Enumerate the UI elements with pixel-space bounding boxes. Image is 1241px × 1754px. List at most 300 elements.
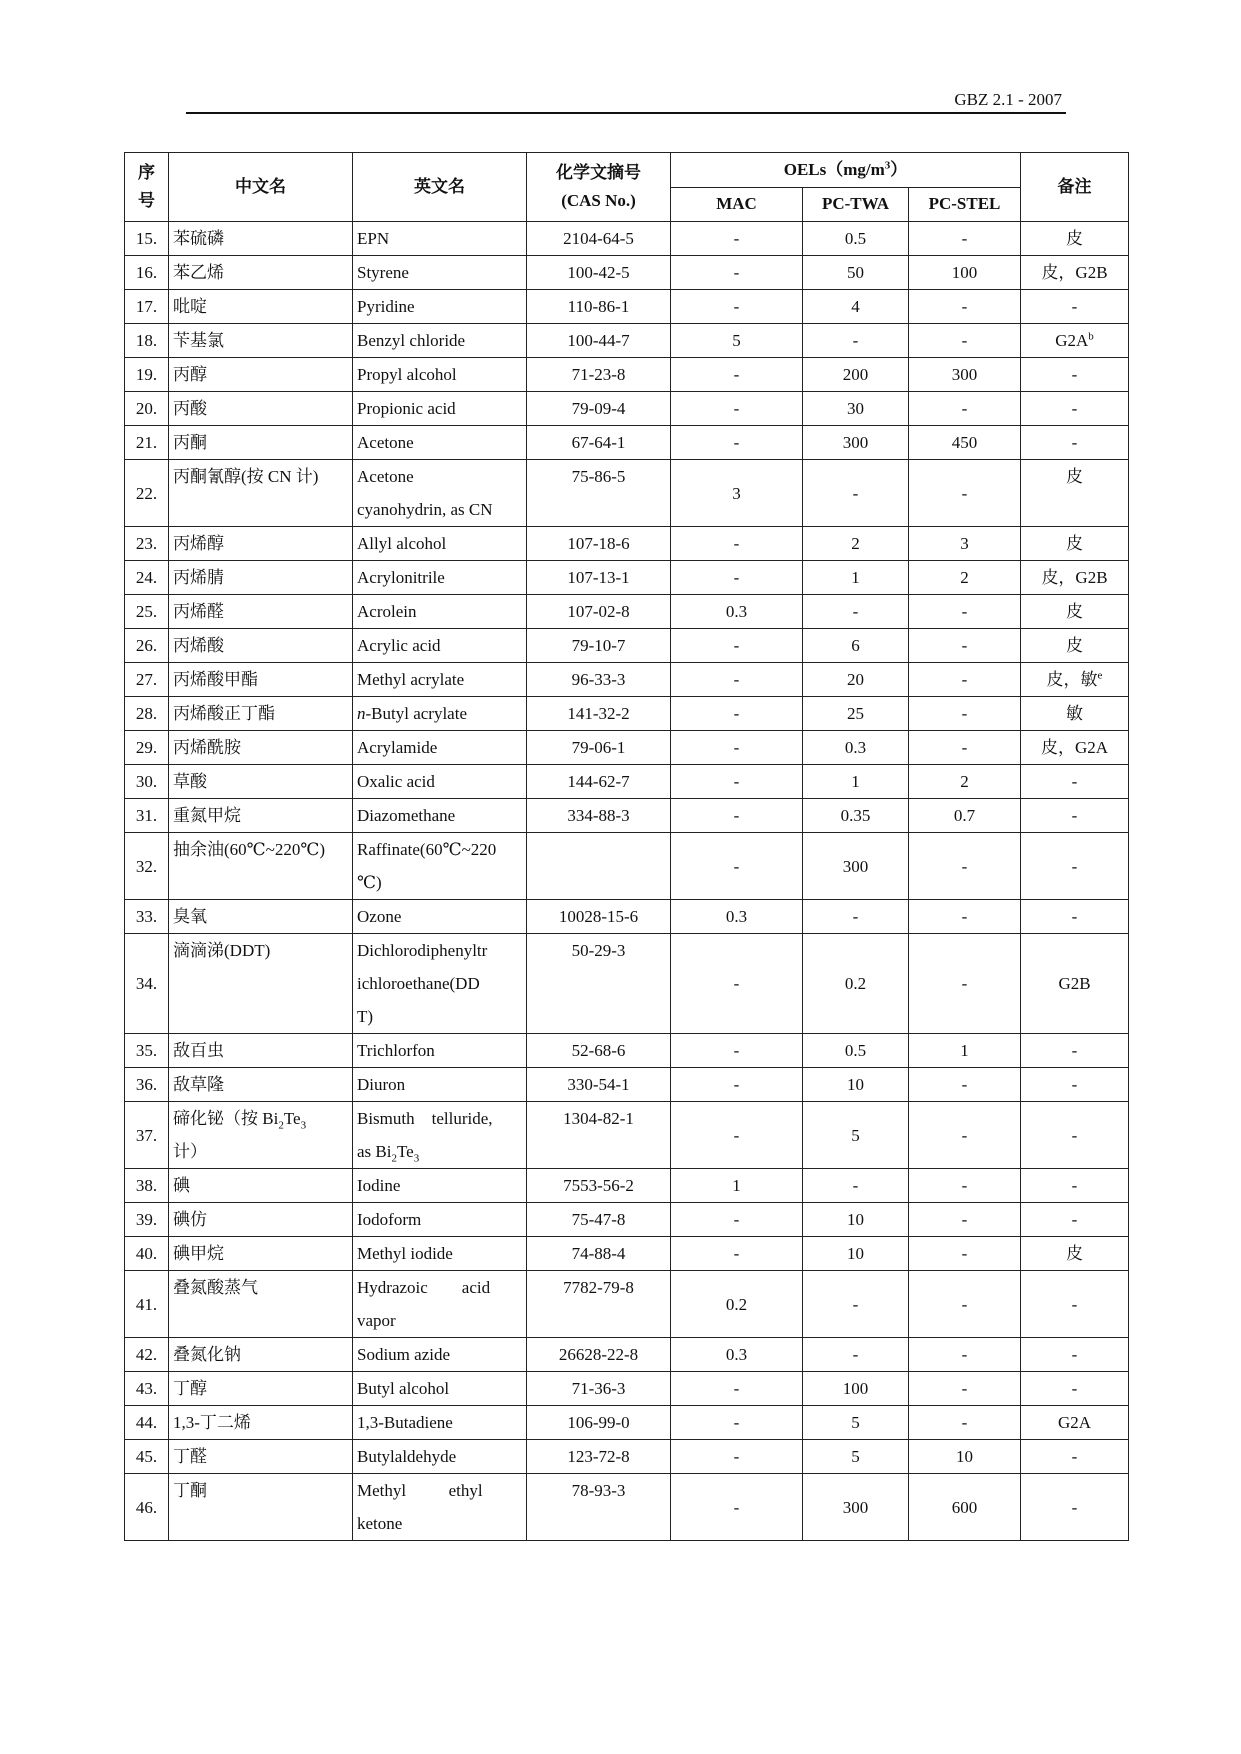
cell-pctwa: 0.2 (803, 934, 909, 1034)
cell-note: - (1021, 900, 1129, 934)
cell-note: 皮 (1021, 222, 1129, 256)
cell-pctwa: - (803, 460, 909, 527)
cell-pctwa: 25 (803, 697, 909, 731)
cell-cn-name: 丙烯醇 (169, 527, 353, 561)
document-header (186, 88, 1066, 114)
cell-pctwa: 10 (803, 1237, 909, 1271)
col-header-pcstel: PC-STEL (909, 187, 1021, 222)
cell-note: - (1021, 1338, 1129, 1372)
table-row (125, 460, 1129, 527)
cell-mac: 3 (671, 460, 803, 527)
cell-cas: 330-54-1 (527, 1068, 671, 1102)
cell-en-name: Acrylic acid (353, 629, 527, 663)
cell-pcstel: - (909, 663, 1021, 697)
table-row (125, 358, 1129, 392)
cell-note: 皮 (1021, 1237, 1129, 1271)
cell-mac: - (671, 1406, 803, 1440)
cell-mac: - (671, 934, 803, 1034)
cell-en-name: 1,3-Butadiene (353, 1406, 527, 1440)
cell-pctwa: 1 (803, 561, 909, 595)
cell-en-name: Benzyl chloride (353, 324, 527, 358)
cell-no: 41. (125, 1271, 169, 1338)
cell-en-name: Butylaldehyde (353, 1440, 527, 1474)
cell-note: - (1021, 1169, 1129, 1203)
cell-note: 皮，G2B (1021, 256, 1129, 290)
cell-pctwa: 0.5 (803, 222, 909, 256)
cell-cas: 106-99-0 (527, 1406, 671, 1440)
cell-mac: - (671, 833, 803, 900)
cell-pctwa: 0.5 (803, 1034, 909, 1068)
cell-no: 24. (125, 561, 169, 595)
cell-cn-name: 苯硫磷 (169, 222, 353, 256)
cell-cn-name: 吡啶 (169, 290, 353, 324)
table-row (125, 799, 1129, 833)
cell-pctwa: 5 (803, 1406, 909, 1440)
table-row (125, 256, 1129, 290)
oel-table (124, 152, 1129, 1541)
cell-pctwa: - (803, 595, 909, 629)
cell-pctwa: - (803, 900, 909, 934)
cell-mac: - (671, 1102, 803, 1169)
cell-en-name: Allyl alcohol (353, 527, 527, 561)
table-row (125, 663, 1129, 697)
cell-mac: - (671, 222, 803, 256)
cell-note: 皮 (1021, 629, 1129, 663)
table-row (125, 392, 1129, 426)
cell-pctwa: 10 (803, 1203, 909, 1237)
cell-no: 33. (125, 900, 169, 934)
cell-pctwa: 300 (803, 426, 909, 460)
cell-pcstel: - (909, 1203, 1021, 1237)
cell-pctwa: 2 (803, 527, 909, 561)
cell-mac: - (671, 1068, 803, 1102)
col-header-pctwa: PC-TWA (803, 187, 909, 222)
cell-pcstel: 100 (909, 256, 1021, 290)
table-row (125, 697, 1129, 731)
cell-pctwa: - (803, 1169, 909, 1203)
cell-mac: - (671, 1203, 803, 1237)
cell-note: - (1021, 1372, 1129, 1406)
cell-cn-name: 抽余油(60℃~220℃) (169, 833, 353, 900)
cell-no: 16. (125, 256, 169, 290)
table-row (125, 934, 1129, 1034)
cell-en-name: Acrylonitrile (353, 561, 527, 595)
cell-cn-name: 丙醇 (169, 358, 353, 392)
cell-pcstel: - (909, 324, 1021, 358)
cell-no: 42. (125, 1338, 169, 1372)
cell-pcstel: 1 (909, 1034, 1021, 1068)
cell-pctwa: 300 (803, 1474, 909, 1541)
cell-note: - (1021, 290, 1129, 324)
cell-no: 30. (125, 765, 169, 799)
table-row (125, 426, 1129, 460)
cell-cas: 141-32-2 (527, 697, 671, 731)
cell-pcstel: - (909, 900, 1021, 934)
cell-pcstel: - (909, 1237, 1021, 1271)
cell-cas: 100-44-7 (527, 324, 671, 358)
cell-note: 皮，G2A (1021, 731, 1129, 765)
table-row (125, 1034, 1129, 1068)
cell-note: - (1021, 358, 1129, 392)
cell-cas: 74-88-4 (527, 1237, 671, 1271)
cell-pcstel: - (909, 731, 1021, 765)
cell-pctwa: 0.3 (803, 731, 909, 765)
cell-cas: 71-36-3 (527, 1372, 671, 1406)
cell-note: 皮 (1021, 527, 1129, 561)
cell-no: 32. (125, 833, 169, 900)
cell-no: 28. (125, 697, 169, 731)
col-header-mac: MAC (671, 187, 803, 222)
cell-cn-name: 碘甲烷 (169, 1237, 353, 1271)
cell-note: 敏 (1021, 697, 1129, 731)
cell-cas: 100-42-5 (527, 256, 671, 290)
cell-note: 皮 (1021, 595, 1129, 629)
cell-cas: 334-88-3 (527, 799, 671, 833)
table-row (125, 1372, 1129, 1406)
cell-pcstel: - (909, 1169, 1021, 1203)
cell-pctwa: - (803, 324, 909, 358)
table-row (125, 561, 1129, 595)
cell-en-name: Methyl acrylate (353, 663, 527, 697)
cell-mac: - (671, 1474, 803, 1541)
cell-cas: 50-29-3 (527, 934, 671, 1034)
cell-note: - (1021, 426, 1129, 460)
cell-note: - (1021, 1271, 1129, 1338)
cell-no: 18. (125, 324, 169, 358)
cell-pcstel: 3 (909, 527, 1021, 561)
col-header-note: 备注 (1021, 153, 1129, 222)
cell-pctwa: 300 (803, 833, 909, 900)
cell-cas: 52-68-6 (527, 1034, 671, 1068)
cell-pcstel: 450 (909, 426, 1021, 460)
cell-cn-name: 丙烯腈 (169, 561, 353, 595)
cell-mac: - (671, 629, 803, 663)
cell-pctwa: 30 (803, 392, 909, 426)
cell-en-name: Raffinate(60℃~220 ℃) (353, 833, 527, 900)
cell-en-name: Dichlorodiphenyltr ichloroethane(DD T) (353, 934, 527, 1034)
col-header-en-name: 英文名 (353, 153, 527, 222)
cell-mac: 5 (671, 324, 803, 358)
cell-cn-name: 敌百虫 (169, 1034, 353, 1068)
cell-pcstel: - (909, 1068, 1021, 1102)
cell-pcstel: - (909, 460, 1021, 527)
cell-no: 36. (125, 1068, 169, 1102)
cell-pctwa: - (803, 1338, 909, 1372)
table-row (125, 222, 1129, 256)
table-body (125, 222, 1129, 1541)
cell-en-name: Trichlorfon (353, 1034, 527, 1068)
cell-mac: - (671, 1440, 803, 1474)
cell-no: 31. (125, 799, 169, 833)
cell-en-name: Bismuth telluride, as $Bi_2Te_3$ (353, 1102, 527, 1169)
cell-cn-name: 丙烯酸正丁酯 (169, 697, 353, 731)
cell-en-name: Iodine (353, 1169, 527, 1203)
cell-cas: 79-09-4 (527, 392, 671, 426)
cell-pcstel: - (909, 290, 1021, 324)
cell-pcstel: 300 (909, 358, 1021, 392)
cell-cn-name: 碘 (169, 1169, 353, 1203)
table-row (125, 1271, 1129, 1338)
table-row (125, 1237, 1129, 1271)
cell-pcstel: - (909, 392, 1021, 426)
cell-en-name: Acrolein (353, 595, 527, 629)
cell-note: $G2A^b$ (1021, 324, 1129, 358)
cell-no: 17. (125, 290, 169, 324)
cell-cn-name: 丙烯酰胺 (169, 731, 353, 765)
cell-cn-name: 碘仿 (169, 1203, 353, 1237)
cell-no: 21. (125, 426, 169, 460)
cell-cn-name: 丁醛 (169, 1440, 353, 1474)
cell-pctwa: 20 (803, 663, 909, 697)
cell-mac: - (671, 358, 803, 392)
cell-pcstel: - (909, 629, 1021, 663)
cell-note: - (1021, 765, 1129, 799)
table-row (125, 629, 1129, 663)
cell-pctwa: 200 (803, 358, 909, 392)
cell-en-name: Methyl iodide (353, 1237, 527, 1271)
cell-pctwa: 0.35 (803, 799, 909, 833)
cell-cn-name: 苄基氯 (169, 324, 353, 358)
cell-no: 38. (125, 1169, 169, 1203)
cell-note: - (1021, 1102, 1129, 1169)
cell-en-name: Methyl ethyl ketone (353, 1474, 527, 1541)
cell-pcstel: 0.7 (909, 799, 1021, 833)
cell-pcstel: - (909, 1406, 1021, 1440)
cell-pctwa: - (803, 1271, 909, 1338)
cell-cn-name: 重氮甲烷 (169, 799, 353, 833)
table-row (125, 1203, 1129, 1237)
cell-mac: - (671, 731, 803, 765)
cell-note: G2B (1021, 934, 1129, 1034)
cell-cas: 10028-15-6 (527, 900, 671, 934)
cell-cas: 1304-82-1 (527, 1102, 671, 1169)
cell-en-name: Sodium azide (353, 1338, 527, 1372)
cell-en-name: Iodoform (353, 1203, 527, 1237)
cell-cas: 107-13-1 (527, 561, 671, 595)
cell-pcstel: - (909, 595, 1021, 629)
cell-cn-name: 丙酮 (169, 426, 353, 460)
cell-no: 43. (125, 1372, 169, 1406)
cell-mac: - (671, 765, 803, 799)
cell-en-name: Acetone cyanohydrin, as CN (353, 460, 527, 527)
cell-en-name: Pyridine (353, 290, 527, 324)
cell-no: 35. (125, 1034, 169, 1068)
cell-pctwa: 10 (803, 1068, 909, 1102)
cell-cn-name: 丁酮 (169, 1474, 353, 1541)
cell-cas: 123-72-8 (527, 1440, 671, 1474)
cell-en-name: Acetone (353, 426, 527, 460)
cell-cn-name: 丙烯醛 (169, 595, 353, 629)
table-row (125, 1338, 1129, 1372)
cell-cn-name: 丙烯酸 (169, 629, 353, 663)
cell-pcstel: - (909, 1271, 1021, 1338)
table-row (125, 833, 1129, 900)
cell-mac: - (671, 663, 803, 697)
cell-cn-name: 1,3-丁二烯 (169, 1406, 353, 1440)
cell-mac: - (671, 426, 803, 460)
cell-no: 26. (125, 629, 169, 663)
cell-pcstel: - (909, 222, 1021, 256)
table-row (125, 1169, 1129, 1203)
cell-cn-name: 草酸 (169, 765, 353, 799)
cell-cas: 96-33-3 (527, 663, 671, 697)
cell-en-name: Oxalic acid (353, 765, 527, 799)
cell-mac: 0.3 (671, 1338, 803, 1372)
col-header-oels: $OELs(mg/m^3)$ (671, 153, 1021, 188)
cell-pctwa: 4 (803, 290, 909, 324)
table-row (125, 1406, 1129, 1440)
table-row (125, 324, 1129, 358)
cell-note: 皮 (1021, 460, 1129, 527)
cell-no: 22. (125, 460, 169, 527)
cell-pctwa: 100 (803, 1372, 909, 1406)
cell-pctwa: 5 (803, 1440, 909, 1474)
cell-cas (527, 833, 671, 900)
cell-note: - (1021, 1068, 1129, 1102)
cell-en-name: n-Butyl acrylate (353, 697, 527, 731)
cell-cas: 75-47-8 (527, 1203, 671, 1237)
cell-no: 46. (125, 1474, 169, 1541)
cell-note: - (1021, 799, 1129, 833)
cell-cas: 79-06-1 (527, 731, 671, 765)
cell-en-name: EPN (353, 222, 527, 256)
table-row (125, 1102, 1129, 1169)
cell-cas: 75-86-5 (527, 460, 671, 527)
col-header-cas: 化学文摘号 (CAS No.) (527, 153, 671, 222)
cell-pcstel: 2 (909, 561, 1021, 595)
cell-en-name: Acrylamide (353, 731, 527, 765)
cell-en-name: Hydrazoic acid vapor (353, 1271, 527, 1338)
cell-cas: 144-62-7 (527, 765, 671, 799)
cell-pcstel: 600 (909, 1474, 1021, 1541)
cell-mac: 0.2 (671, 1271, 803, 1338)
cell-mac: - (671, 561, 803, 595)
cell-mac: - (671, 527, 803, 561)
cell-cas: 7782-79-8 (527, 1271, 671, 1338)
cell-cas: 26628-22-8 (527, 1338, 671, 1372)
cell-pctwa: 1 (803, 765, 909, 799)
table-row (125, 1474, 1129, 1541)
cell-mac: - (671, 1034, 803, 1068)
table-row (125, 595, 1129, 629)
cell-cas: 7553-56-2 (527, 1169, 671, 1203)
cell-note: - (1021, 1474, 1129, 1541)
cell-mac: - (671, 697, 803, 731)
cell-no: 15. (125, 222, 169, 256)
table-row (125, 731, 1129, 765)
cell-pcstel: 10 (909, 1440, 1021, 1474)
cell-no: 19. (125, 358, 169, 392)
cell-pcstel: - (909, 1372, 1021, 1406)
cell-note: 皮，敏$^e$ (1021, 663, 1129, 697)
cell-no: 23. (125, 527, 169, 561)
cell-cn-name: 碲化铋（按 $Bi_2Te_3$ 计） (169, 1102, 353, 1169)
cell-no: 27. (125, 663, 169, 697)
cell-mac: 0.3 (671, 900, 803, 934)
cell-no: 37. (125, 1102, 169, 1169)
cell-cas: 107-18-6 (527, 527, 671, 561)
cell-pcstel: - (909, 934, 1021, 1034)
cell-cas: 107-02-8 (527, 595, 671, 629)
col-header-cn-name: 中文名 (169, 153, 353, 222)
cell-mac: - (671, 1237, 803, 1271)
cell-cn-name: 滴滴涕(DDT) (169, 934, 353, 1034)
table-row (125, 527, 1129, 561)
cell-no: 20. (125, 392, 169, 426)
cell-note: - (1021, 1203, 1129, 1237)
cell-pctwa: 5 (803, 1102, 909, 1169)
table-row (125, 900, 1129, 934)
table-row (125, 1440, 1129, 1474)
table-row (125, 1068, 1129, 1102)
cell-mac: 1 (671, 1169, 803, 1203)
cell-cas: 79-10-7 (527, 629, 671, 663)
cell-pcstel: - (909, 1102, 1021, 1169)
cell-cas: 110-86-1 (527, 290, 671, 324)
cell-cas: 2104-64-5 (527, 222, 671, 256)
cell-mac: 0.3 (671, 595, 803, 629)
cell-pcstel: - (909, 697, 1021, 731)
table-row (125, 765, 1129, 799)
cell-cn-name: 丙烯酸甲酯 (169, 663, 353, 697)
cell-note: 皮，G2B (1021, 561, 1129, 595)
cell-pcstel: - (909, 833, 1021, 900)
cell-cn-name: 叠氮酸蒸气 (169, 1271, 353, 1338)
cell-pcstel: - (909, 1338, 1021, 1372)
cell-en-name: Propyl alcohol (353, 358, 527, 392)
cell-no: 29. (125, 731, 169, 765)
cell-mac: - (671, 799, 803, 833)
cell-cn-name: 丙酮氰醇(按 CN 计) (169, 460, 353, 527)
cell-en-name: Diuron (353, 1068, 527, 1102)
table-header (125, 153, 1129, 222)
cell-cas: 67-64-1 (527, 426, 671, 460)
table-row (125, 290, 1129, 324)
col-header-no: 序 号 (125, 153, 169, 222)
cell-en-name: Propionic acid (353, 392, 527, 426)
cell-pcstel: 2 (909, 765, 1021, 799)
cell-mac: - (671, 290, 803, 324)
cell-pctwa: 6 (803, 629, 909, 663)
cell-cn-name: 臭氧 (169, 900, 353, 934)
cell-note: - (1021, 833, 1129, 900)
cell-no: 44. (125, 1406, 169, 1440)
cell-no: 45. (125, 1440, 169, 1474)
cell-note: - (1021, 1440, 1129, 1474)
cell-cn-name: 敌草隆 (169, 1068, 353, 1102)
cell-no: 39. (125, 1203, 169, 1237)
cell-en-name: Styrene (353, 256, 527, 290)
cell-mac: - (671, 392, 803, 426)
cell-note: - (1021, 1034, 1129, 1068)
cell-cn-name: 丁醇 (169, 1372, 353, 1406)
cell-cas: 71-23-8 (527, 358, 671, 392)
cell-no: 25. (125, 595, 169, 629)
cell-en-name: Diazomethane (353, 799, 527, 833)
cell-cn-name: 丙酸 (169, 392, 353, 426)
cell-no: 34. (125, 934, 169, 1034)
cell-cn-name: 叠氮化钠 (169, 1338, 353, 1372)
cell-cas: 78-93-3 (527, 1474, 671, 1541)
document-code: GBZ 2.1 - 2007 (954, 90, 1062, 109)
cell-note: G2A (1021, 1406, 1129, 1440)
cell-en-name: Ozone (353, 900, 527, 934)
cell-no: 40. (125, 1237, 169, 1271)
cell-mac: - (671, 1372, 803, 1406)
cell-pctwa: 50 (803, 256, 909, 290)
cell-note: - (1021, 392, 1129, 426)
cell-en-name: Butyl alcohol (353, 1372, 527, 1406)
